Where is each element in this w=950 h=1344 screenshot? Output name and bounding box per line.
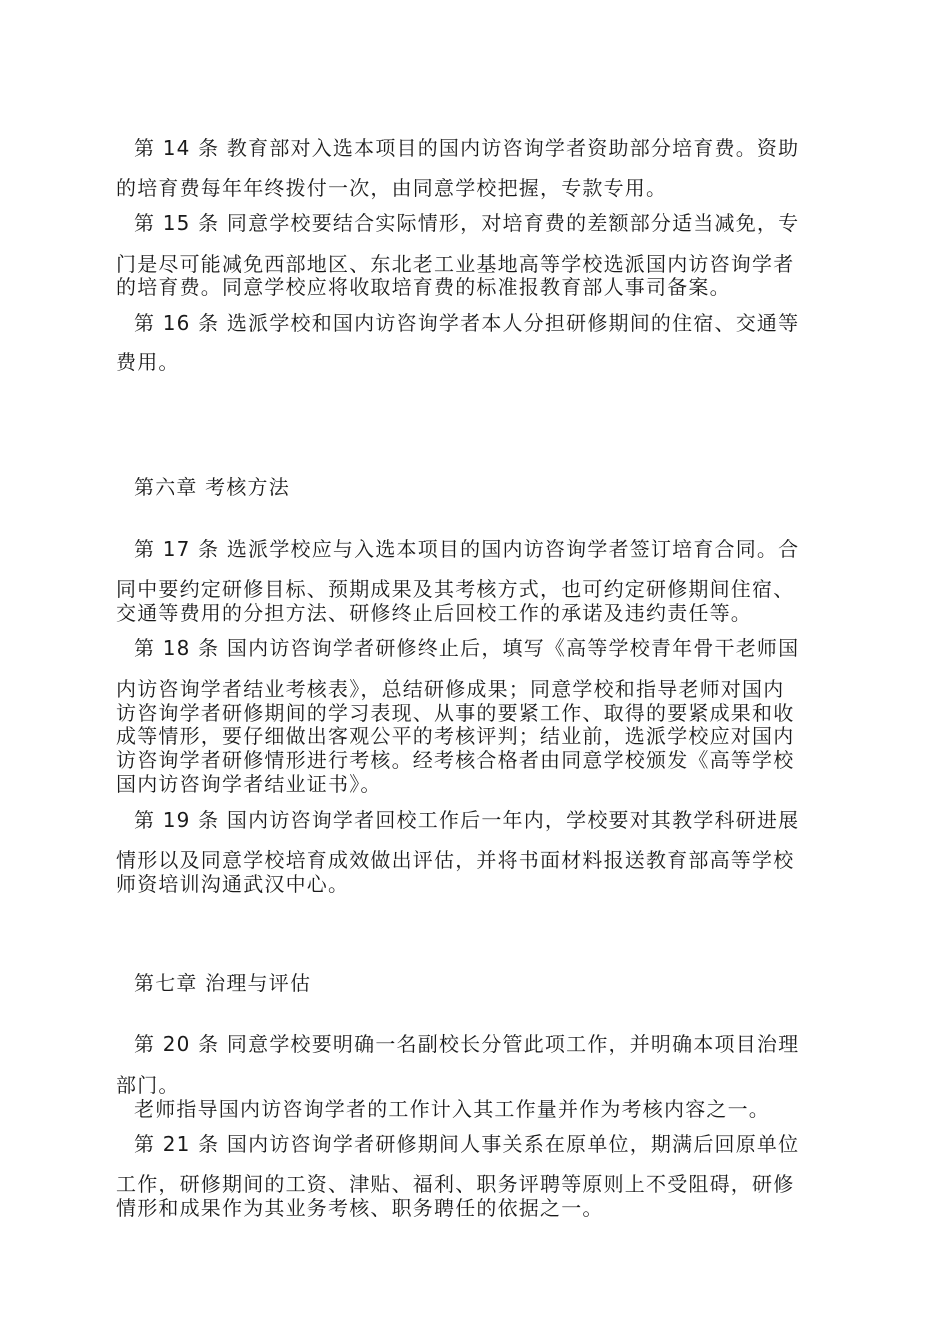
article-17-line-1: 第 17 条 选派学校应与入选本项目的国内访咨询学者签订培育合同。合 (134, 537, 800, 561)
article-21-line-3: 情形和成果作为其业务考核、职务聘任的依据之一。 (116, 1196, 604, 1220)
article-17-line-3: 交通等费用的分担方法、研修终止后回校工作的承诺及违约责任等。 (116, 601, 752, 625)
article-20-line-2: 部门。 (116, 1073, 180, 1097)
article-18-line-4: 成等情形，要仔细做出客观公平的考核评判；结业前，选派学校应对国内 (116, 724, 795, 748)
chapter-7-heading: 第七章 治理与评估 (134, 971, 312, 995)
article-18-line-3: 访咨询学者研修期间的学习表现、从事的要紧工作、取得的要紧成果和收 (116, 701, 795, 725)
article-14-line-1: 第 14 条 教育部对入选本项目的国内访咨询学者资助部分培育费。资助 (134, 136, 800, 160)
chapter-6-heading: 第六章 考核方法 (134, 475, 290, 499)
article-15-line-2: 门是尽可能减免西部地区、东北老工业基地高等学校选派国内访咨询学者 (116, 252, 795, 276)
article-20-line-1: 第 20 条 同意学校要明确一名副校长分管此项工作，并明确本项目治理 (134, 1032, 800, 1056)
article-19-line-1: 第 19 条 国内访咨询学者回校工作后一年内，学校要对其教学科研进展 (134, 808, 800, 832)
article-19-line-3: 师资培训沟通武汉中心。 (116, 872, 350, 896)
article-21-line-1: 第 21 条 国内访咨询学者研修期间人事关系在原单位，期满后回原单位 (134, 1132, 800, 1156)
article-18-line-1: 第 18 条 国内访咨询学者研修终止后，填写《高等学校青年骨干老师国 (134, 636, 800, 660)
article-20-line-3: 老师指导国内访咨询学者的工作计入其工作量并作为考核内容之一。 (134, 1097, 770, 1121)
article-21-line-2: 工作，研修期间的工资、津贴、福利、职务评聘等原则上不受阻碍，研修 (116, 1172, 795, 1196)
article-16-line-1: 第 16 条 选派学校和国内访咨询学者本人分担研修期间的住宿、交通等 (134, 311, 800, 335)
article-17-line-2: 同中要约定研修目标、预期成果及其考核方式，也可约定研修期间住宿、 (116, 577, 795, 601)
article-15-line-1: 第 15 条 同意学校要结合实际情形，对培育费的差额部分适当减免，专 (134, 211, 800, 235)
article-18-line-2: 内访咨询学者结业考核表》，总结研修成果；同意学校和指导老师对国内 (116, 677, 785, 701)
article-16-line-2: 费用。 (116, 350, 180, 374)
article-19-line-2: 情形以及同意学校培育成效做出评估，并将书面材料报送教育部高等学校 (116, 848, 795, 872)
article-18-line-5: 访咨询学者研修情形进行考核。经考核合格者由同意学校颁发《高等学校 (116, 748, 795, 772)
article-15-line-3: 的培育费。同意学校应将收取培育费的标准报教育部人事司备案。 (116, 275, 731, 299)
article-18-line-6: 国内访咨询学者结业证书》。 (116, 772, 382, 796)
article-14-line-2: 的培育费每年年终拨付一次，由同意学校把握，专款专用。 (116, 176, 668, 200)
